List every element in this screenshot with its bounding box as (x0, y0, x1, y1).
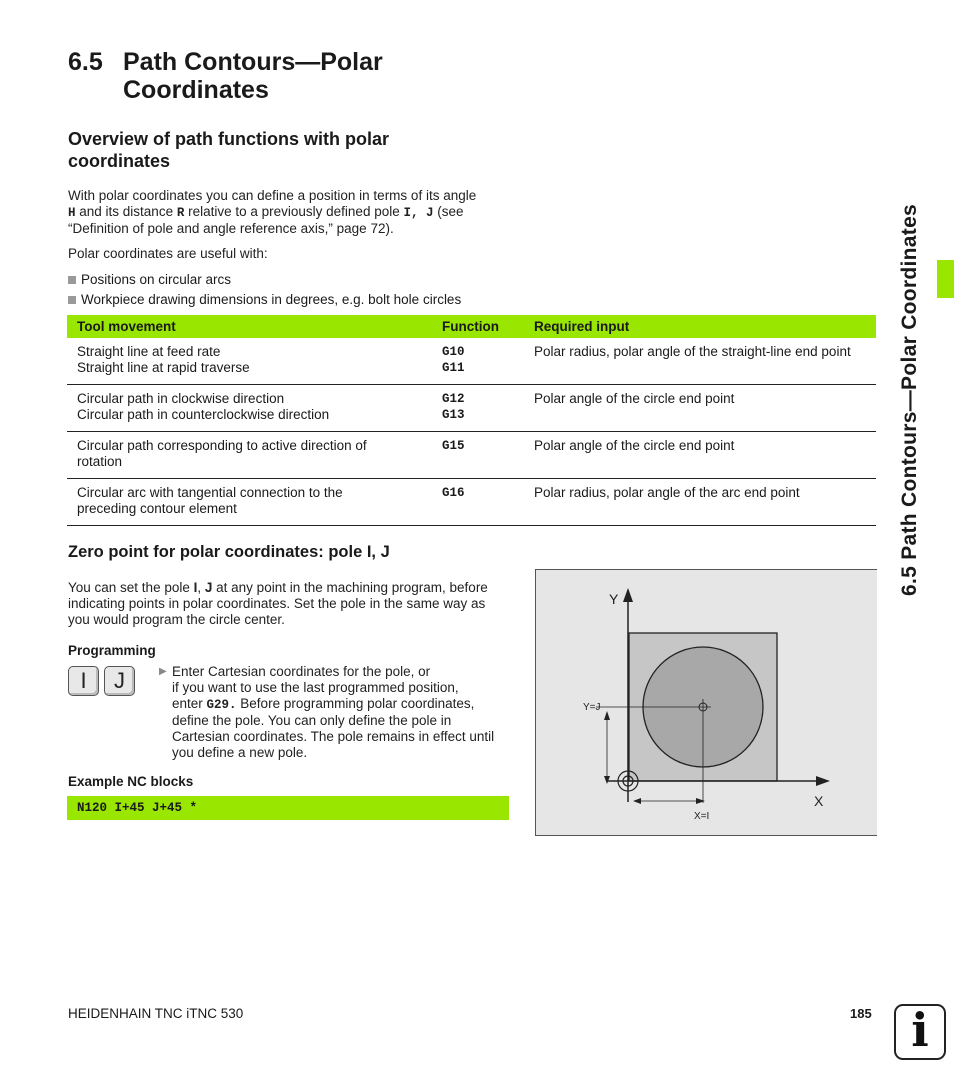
bullet-text: Positions on circular arcs (81, 272, 232, 287)
y-equals-j-label: Y=J (583, 702, 601, 713)
movement-cell (67, 338, 432, 385)
movement-line: Circular path corresponding to active direction of (77, 438, 367, 453)
function-code: G12 (442, 392, 465, 406)
step-line-4: define the pole. You can only define the pole in (172, 713, 452, 728)
triangle-arrow-icon: ▶ (159, 666, 167, 677)
info-glyph: i (911, 1003, 929, 1057)
function-code: G13 (442, 408, 465, 422)
title-line-2: Coordinates (123, 76, 269, 104)
example-nc-label: Example NC blocks (68, 774, 194, 789)
step-line-6: you define a new pole. (172, 745, 308, 760)
y-axis-label: Y (609, 591, 619, 607)
function-code: G15 (442, 439, 465, 453)
x-axis-label: X (814, 793, 824, 809)
pole-diagram-svg (536, 570, 877, 835)
overview-paragraph (68, 188, 528, 237)
step-text-b: Before programming polar coordinates, (236, 696, 475, 711)
function-cell (432, 385, 524, 432)
y-dim-arrow-bottom (604, 776, 610, 784)
code-h: H (68, 206, 76, 220)
bullet-text: Workpiece drawing dimensions in degrees, e.g. bolt hole circles (81, 292, 462, 307)
header-required-input: Required input (524, 315, 876, 338)
function-cell (432, 432, 524, 479)
movement-line: Circular arc with tangential connection to the (77, 485, 343, 500)
table-row (67, 432, 876, 479)
movement-line: Circular path in clockwise direction (77, 391, 285, 406)
header-tool-movement: Tool movement (67, 315, 432, 338)
input-cell: Polar angle of the circle end point (524, 432, 876, 479)
step-line-1: Enter Cartesian coordinates for the pole, or (172, 664, 431, 679)
input-cell: Polar radius, polar angle of the straight-line end point (524, 338, 876, 385)
footer-product: HEIDENHAIN TNC iTNC 530 (68, 1006, 244, 1021)
programming-label: Programming (68, 643, 156, 658)
sidebar-section-title (880, 203, 940, 597)
overview-line-3: “Definition of pole and angle reference axis,” page 72). (68, 221, 394, 236)
table-row (67, 385, 876, 432)
info-icon (894, 1004, 946, 1060)
x-dim-arrow-left (633, 798, 641, 804)
movement-line: rotation (77, 454, 123, 469)
step-line-5: Cartesian coordinates. The pole remains in effect until (172, 729, 495, 744)
overview-text-d: (see (433, 204, 464, 219)
overview-heading-line-1: Overview of path functions with polar (68, 129, 390, 149)
movement-line: Straight line at feed rate (77, 344, 221, 359)
overview-text-b: and its distance (75, 204, 177, 219)
zero-text-a: You can set the pole (68, 580, 194, 595)
overview-heading (68, 128, 389, 172)
programming-steps (172, 664, 517, 761)
nc-block-box (67, 796, 509, 820)
table-header-row (67, 315, 876, 338)
zero-sep: , (197, 580, 205, 595)
zero-line-2: indicating points in polar coordinates. Set the pole in the same way as (68, 596, 486, 611)
zero-line-1 (68, 580, 518, 596)
section-number: 6.5 (68, 48, 103, 76)
overview-heading-line-2: coordinates (68, 151, 171, 171)
x-dim-arrow-right (696, 798, 705, 804)
step-text-a: enter (172, 696, 207, 711)
zero-point-heading: Zero point for polar coordinates: pole I, J (68, 543, 390, 561)
y-axis-arrow (623, 588, 633, 602)
zero-line-3: you would program the circle center. (68, 612, 285, 627)
input-cell: Polar radius, polar angle of the arc end point (524, 479, 876, 526)
code-r: R (176, 206, 185, 220)
y-dim-arrow-top (604, 711, 610, 720)
table-row (67, 338, 876, 385)
path-functions-table (67, 315, 876, 526)
function-code: G16 (442, 486, 465, 500)
movement-line: preceding contour element (77, 501, 237, 516)
bullet-item-2 (68, 292, 461, 308)
code-g29: G29. (206, 698, 237, 712)
step-line-3 (172, 696, 517, 713)
bullet-marker (68, 296, 76, 304)
page-number: 185 (850, 1006, 872, 1021)
bullet-item-1 (68, 272, 231, 288)
movement-cell (67, 432, 432, 479)
movement-line: Straight line at rapid traverse (77, 360, 250, 375)
step-line-2: if you want to use the last programmed position, (172, 680, 459, 695)
sidebar-title-text: 6.5 Path Contours—Polar Coordinates (898, 203, 921, 597)
title-line-1: Path Contours—Polar (123, 48, 383, 76)
x-equals-i-label: X=I (694, 811, 710, 822)
pole-i: I (193, 580, 198, 595)
page-title (68, 48, 383, 104)
table-row (67, 479, 876, 526)
code-ij: I, J (403, 206, 434, 220)
zero-point-paragraph (68, 580, 518, 628)
movement-line: Circular path in counterclockwise direction (77, 407, 330, 422)
movement-cell (67, 385, 432, 432)
bullet-marker (68, 276, 76, 284)
overview-text-c: relative to a previously defined pole (184, 204, 404, 219)
pole-j: J (204, 580, 213, 595)
movement-cell (67, 479, 432, 526)
key-i-button[interactable]: I (68, 666, 99, 696)
overview-line-2 (68, 204, 528, 221)
function-cell (432, 338, 524, 385)
function-cell (432, 479, 524, 526)
function-code: G11 (442, 361, 465, 375)
function-code: G10 (442, 345, 465, 359)
input-cell: Polar angle of the circle end point (524, 385, 876, 432)
x-axis-arrow (816, 776, 830, 786)
header-function: Function (432, 315, 524, 338)
overview-line-1: With polar coordinates you can define a position in terms of its angle (68, 188, 477, 203)
key-j-button[interactable]: J (104, 666, 135, 696)
pole-figure (535, 569, 877, 836)
zero-text-b: at any point in the machining program, before (212, 580, 488, 595)
nc-block-code: N120 I+45 J+45 * (77, 801, 198, 815)
overview-paragraph-2: Polar coordinates are useful with: (68, 246, 268, 261)
